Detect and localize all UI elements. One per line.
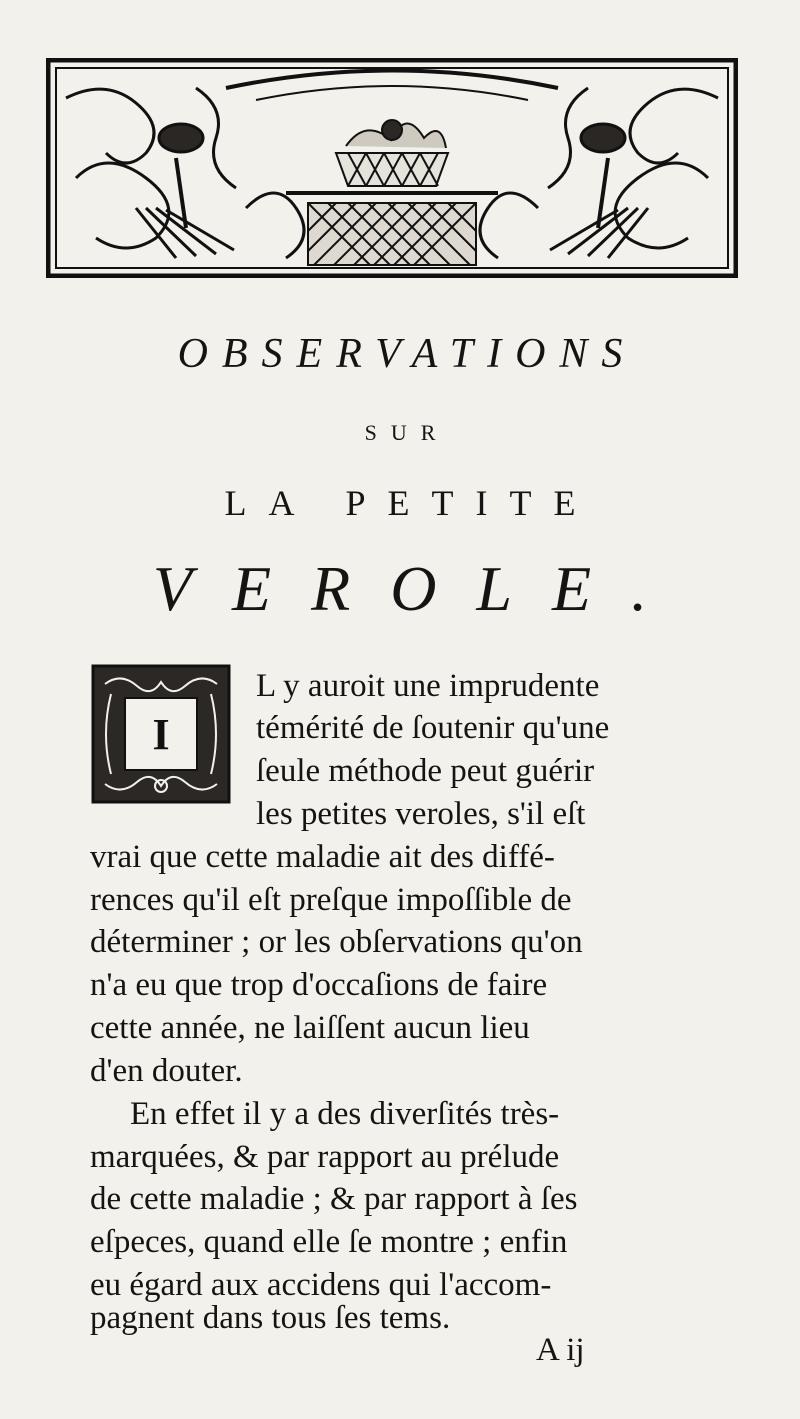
text-line: de cette maladie ; & par rapport à ſes (90, 1181, 578, 1217)
text-line: d'en douter. (90, 1053, 243, 1089)
text-line: ſeule méthode peut guérir (256, 753, 595, 789)
text-line: n'a eu que trop d'occaſions de faire (90, 967, 548, 1003)
text-line: rences qu'il eſt preſque impoſſible de (90, 882, 572, 918)
text-line: L y auroit une imprudente (256, 668, 600, 704)
text-line: les petites veroles, s'il eſt (256, 796, 586, 832)
text-line: pagnent dans tous ſes tems. (90, 1300, 451, 1336)
text-line: déterminer ; or les obſervations qu'on (90, 924, 583, 960)
text-line: eſpeces, quand elle ſe montre ; enfin (90, 1224, 568, 1260)
dropcap-ornament (91, 664, 231, 804)
headpiece-ornament (46, 58, 738, 278)
dropcap-letter: I (152, 709, 170, 759)
title-la-petite: LA PETITE (224, 483, 598, 523)
text-line: eu égard aux accidens qui l'accom- (90, 1267, 552, 1303)
title-sur: SUR (364, 420, 450, 445)
title-verole: VEROLE. (152, 553, 688, 624)
title-observations: OBSERVATIONS (177, 331, 637, 377)
text-line: marquées, & par rapport au prélude (90, 1139, 560, 1175)
text-line: En effet il y a des diverſités très- (130, 1096, 560, 1132)
text-line: vrai que cette maladie ait des diffé- (90, 839, 555, 875)
text-line: cette année, ne laiſſent aucun lieu (90, 1010, 530, 1046)
signature-mark: A ij (536, 1332, 585, 1368)
text-line: témérité de ſoutenir qu'une (256, 710, 610, 746)
